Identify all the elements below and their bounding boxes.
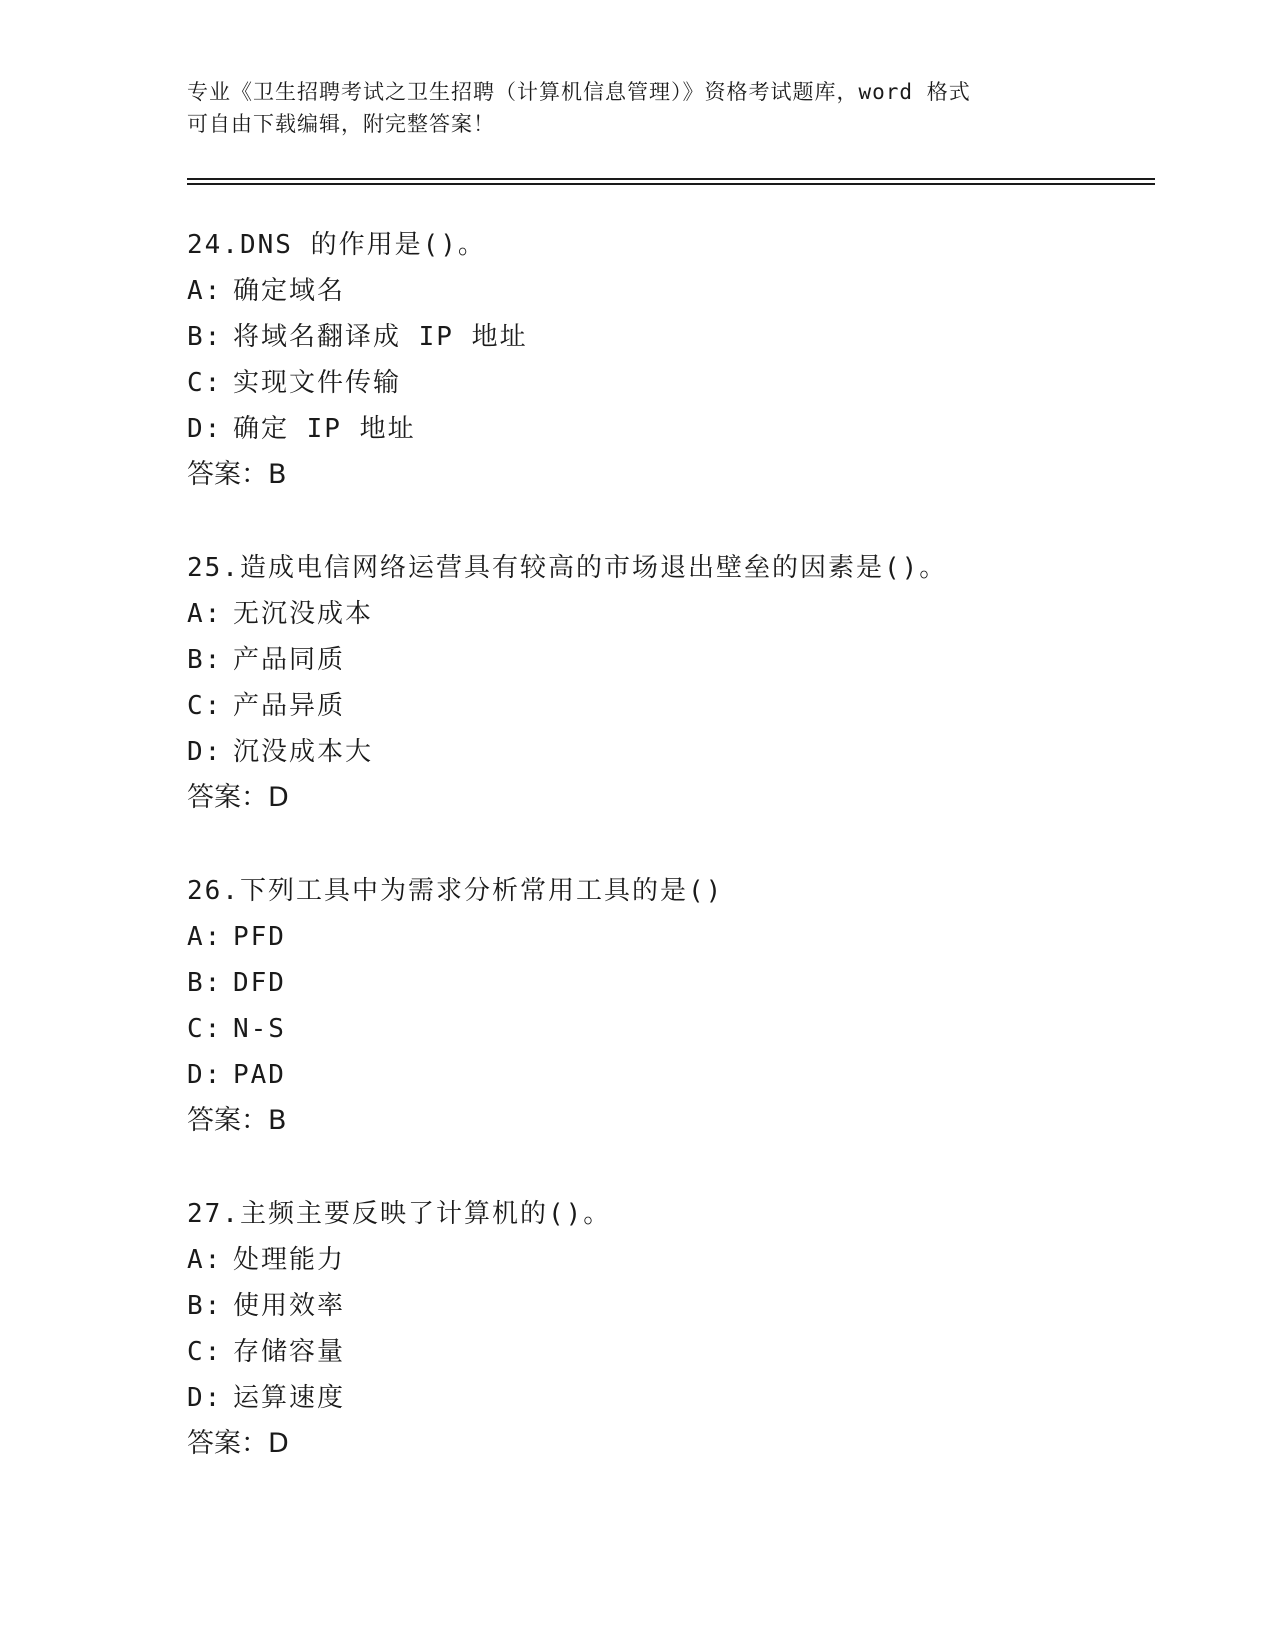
option-key: B: — [187, 1291, 223, 1321]
option-text: N-S — [233, 1014, 286, 1044]
option-c — [187, 1329, 1147, 1375]
option-text: 处理能力 — [233, 1245, 346, 1275]
header-divider-bottom — [187, 183, 1155, 185]
option-d — [187, 1375, 1147, 1421]
option-key: A: — [187, 1245, 223, 1275]
option-key: A: — [187, 599, 223, 629]
option-d — [187, 729, 1147, 775]
option-b — [187, 960, 1147, 1006]
option-text: 使用效率 — [233, 1291, 346, 1321]
question-block — [187, 868, 1147, 1144]
option-key: D: — [187, 737, 223, 767]
option-text: 无沉没成本 — [233, 599, 374, 629]
option-text: PAD — [233, 1060, 286, 1090]
option-text: 存储容量 — [233, 1337, 346, 1367]
option-key: C: — [187, 368, 223, 398]
option-a — [187, 914, 1147, 960]
option-key: D: — [187, 1383, 223, 1413]
answer-line: 答案：D — [187, 1428, 289, 1459]
question-block — [187, 1191, 1147, 1467]
option-key: A: — [187, 922, 223, 952]
option-key: D: — [187, 1060, 223, 1090]
answer-line: 答案：B — [187, 1105, 287, 1136]
option-c — [187, 683, 1147, 729]
option-text: 将域名翻译成 IP 地址 — [233, 322, 528, 352]
option-text: 产品同质 — [233, 645, 346, 675]
answer-line: 答案：B — [187, 459, 287, 490]
question-stem: 27.主频主要反映了计算机的()。 — [187, 1199, 612, 1229]
option-key: B: — [187, 645, 223, 675]
option-key: C: — [187, 1337, 223, 1367]
option-key: B: — [187, 322, 223, 352]
option-text: 确定 IP 地址 — [233, 414, 416, 444]
option-b — [187, 314, 1147, 360]
option-text: 沉没成本大 — [233, 737, 374, 767]
option-key: A: — [187, 276, 223, 306]
option-text: DFD — [233, 968, 286, 998]
question-block — [187, 545, 1147, 821]
question-block — [187, 222, 1147, 498]
header-line-1: 专业《卫生招聘考试之卫生招聘（计算机信息管理）》资格考试题库，word 格式 — [187, 80, 971, 104]
option-d — [187, 1052, 1147, 1098]
option-b — [187, 1283, 1147, 1329]
option-key: C: — [187, 691, 223, 721]
option-c — [187, 360, 1147, 406]
option-b — [187, 637, 1147, 683]
answer-line: 答案：D — [187, 782, 289, 813]
header-line-2: 可自由下载编辑，附完整答案！ — [187, 112, 495, 136]
question-stem: 26.下列工具中为需求分析常用工具的是() — [187, 876, 724, 906]
question-stem: 25.造成电信网络运营具有较高的市场退出壁垒的因素是()。 — [187, 553, 948, 583]
document-header — [187, 76, 1067, 140]
option-a — [187, 1237, 1147, 1283]
option-text: 运算速度 — [233, 1383, 346, 1413]
option-text: 产品异质 — [233, 691, 346, 721]
option-text: 实现文件传输 — [233, 368, 402, 398]
option-key: D: — [187, 414, 223, 444]
option-key: C: — [187, 1014, 223, 1044]
option-d — [187, 406, 1147, 452]
option-text: PFD — [233, 922, 286, 952]
option-text: 确定域名 — [233, 276, 346, 306]
option-c — [187, 1006, 1147, 1052]
question-stem: 24.DNS 的作用是()。 — [187, 230, 486, 260]
option-key: B: — [187, 968, 223, 998]
option-a — [187, 591, 1147, 637]
option-a — [187, 268, 1147, 314]
header-divider-top — [187, 178, 1155, 180]
